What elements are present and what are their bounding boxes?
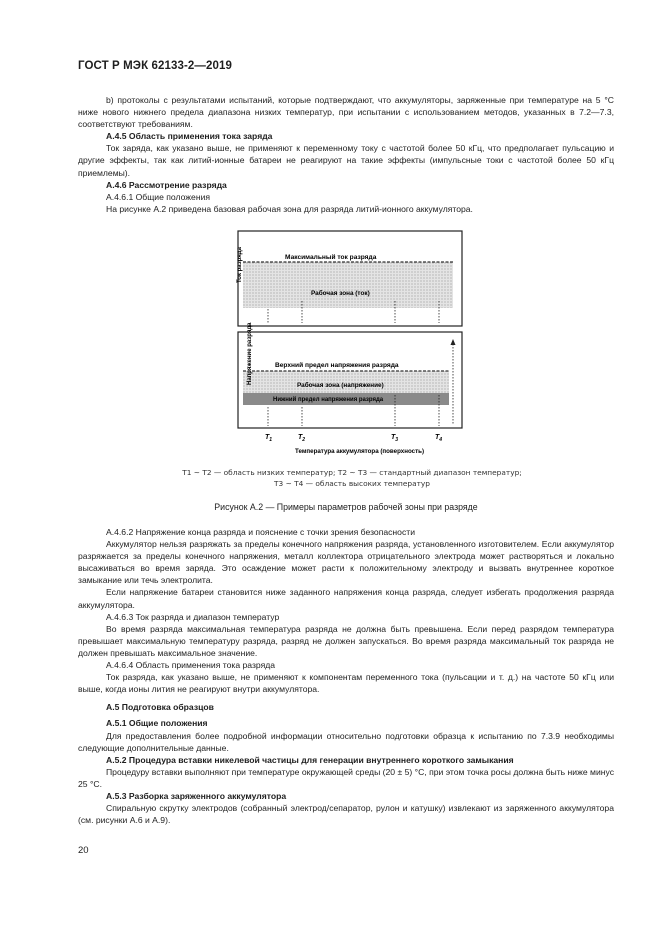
heading-a464: А.4.6.4 Область применения тока разряда: [106, 660, 276, 671]
legend-line-2: T3 ~ T4 — область высоких температур: [274, 479, 430, 488]
heading-a45: А.4.5 Область применения тока заряда: [106, 131, 273, 142]
heading-a463: А.4.6.3 Ток разряда и диапазон температур: [106, 611, 280, 622]
current-y-label: Ток разряда: [237, 247, 243, 283]
x-axis-label: Температура аккумулятора (поверхность): [295, 448, 424, 455]
document-header: ГОСТ Р МЭК 62133-2—2019: [78, 60, 232, 72]
paragraph-a461: На рисунке А.2 приведена базовая рабочая зона для разряда литий-ионного аккумулятора.: [106, 203, 473, 214]
heading-a52: А.5.2 Процедура вставки никелевой частицы для генерации внутреннего короткого замыкания: [106, 754, 514, 765]
figure-a2: [225, 229, 465, 461]
figure-legend: [172, 467, 532, 489]
heading-a53: А.5.3 Разборка заряженного аккумулятора: [106, 790, 287, 801]
page-number: 20: [78, 845, 89, 856]
voltage-y-label: Напряжение разряда: [247, 322, 253, 385]
t3-label: $T_3$: [391, 434, 399, 443]
current-work-zone: [243, 262, 453, 308]
figure-caption: Рисунок А.2 — Примеры параметров рабочей зоны при разряде: [214, 502, 478, 512]
t4-label: $T_4$: [435, 434, 443, 443]
paragraph-a463: Во время разряда максимальная температура разряда не должна быть превышена. Если перед разрядом температура превышает максимальную температуру разряда, разряд не должен запускаться. Во время разряда максимальный ток разряда не должен превышать максимальное значение.: [78, 623, 614, 658]
heading-a461: А.4.6.1 Общие положения: [106, 191, 211, 202]
top-text-block: [78, 94, 614, 215]
paragraph-a462-1: Аккумулятор нельзя разряжать за пределы конечного напряжения разряда, установленного изготовителем. Если аккумулятор разряжается за пределы конечного напряжения, металл коллектора отрицательного электрода может растворяться и локально высаживаться во время заряда. Это осаждение может расти к положительному электроду и вызвать внутреннее короткое замыкание или течь электролита.: [78, 539, 614, 586]
t1-label: $T_1$: [265, 434, 273, 443]
heading-a51: А.5.1 Общие положения: [106, 718, 208, 729]
paragraph-a462-2: Если напряжение батареи становится ниже заданного напряжения конца разряда, следует избегать продолжения разряда аккумулятора.: [78, 587, 614, 610]
heading-a462: А.4.6.2 Напряжение конца разряда и пояснение с точки зрения безопасности: [106, 527, 415, 537]
heading-a5: А.5 Подготовка образцов: [106, 702, 214, 713]
max-current-label: Максимальный ток разряда: [285, 254, 377, 261]
paragraph-a51: Для предоставления более подробной информации относительно подготовки образца к испытанию по 7.3.9 необходимы следующие дополнительные данные.: [78, 730, 614, 753]
paragraph-a52: Процедуру вставки выполняют при температуре окружающей среды (20 ± 5) °С, при этом точка росы должна быть ниже минус 25 °С.: [78, 766, 614, 789]
bottom-text-block: [78, 526, 614, 826]
heading-a46: А.4.6 Рассмотрение разряда: [106, 179, 227, 190]
t2-label: $T_2$: [298, 434, 306, 443]
voltage-zone-label: Рабочая зона (напряжение): [297, 382, 384, 389]
paragraph-b: b) протоколы с результатами испытаний, которые подтверждают, что аккумуляторы, заряженные при температуре на 5 °С ниже нового нижнего предела диапазона низких температур, при испытании с использованием методов, указанных в 7.2—7.3, соответствуют требованиям.: [78, 95, 614, 130]
upper-voltage-label: Верхний предел напряжения разряда: [275, 362, 399, 369]
paragraph-a53: Спиральную скрутку электродов (собранный электрод/сепаратор, рулон и катушку) извлекают из заряженного аккумулятора (см. рисунки А.6 и А.9).: [78, 803, 614, 826]
current-zone-label: Рабочая зона (ток): [311, 290, 370, 297]
paragraph-a464: Ток разряда, как указано выше, не применяют к компонентам переменного тока (пульсации и т. д.) на частоте 50 кГц или выше, когда ионы лития не реагируют внутри аккумулятора.: [78, 672, 614, 695]
figure-diagram: [225, 229, 465, 461]
legend-line-1: T1 ~ T2 — область низких температур; T2 ~ T3 — стандартный диапазон температур;: [182, 468, 522, 477]
lower-voltage-label: Нижний предел напряжения разряда: [273, 397, 384, 403]
paragraph-a45: Ток заряда, как указано выше, не применяют к переменному току с частотой более 50 кГц, что предполагает пульсацию и другие эффекты, так как литий-ионные батареи не реагируют на такие эффекты (импульсные токи с частотой более 50 кГц приемлемы).: [78, 143, 614, 178]
